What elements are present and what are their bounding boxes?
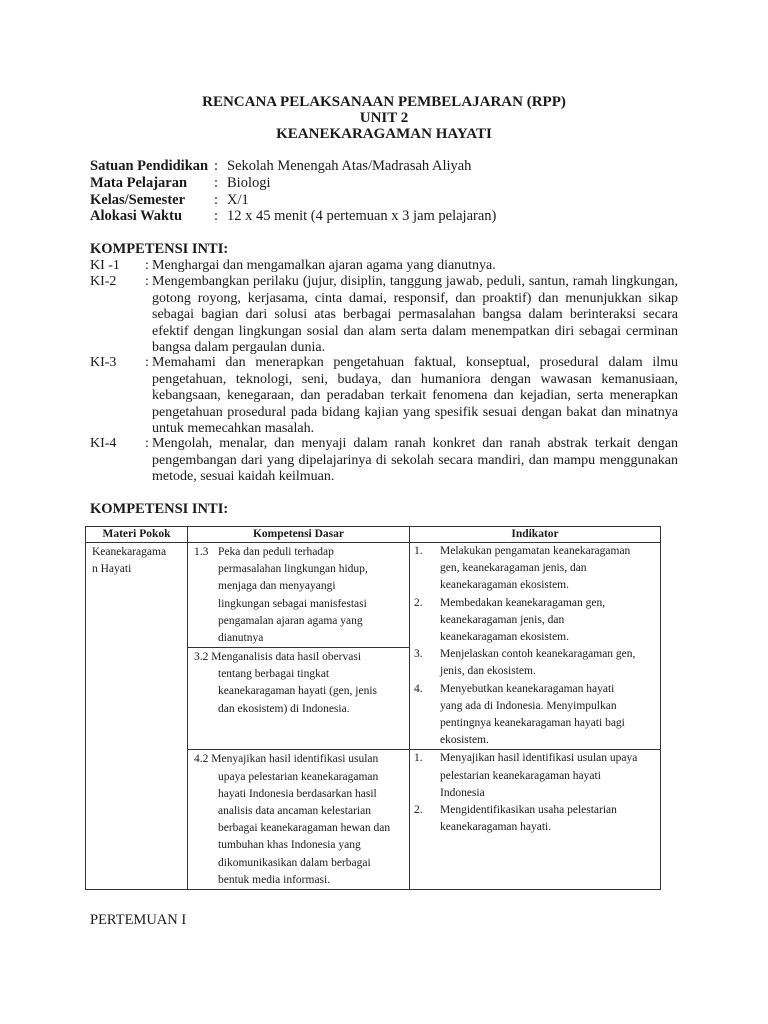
meeting-heading: PERTEMUAN I <box>90 912 187 928</box>
ki-separator: : <box>145 258 149 273</box>
header-indikator: Indikator <box>410 527 661 543</box>
indikator-item: 2. Membedakan keanekaragaman gen, keanekaragaman jenis, dan keanekaragaman ekosistem. <box>414 596 606 644</box>
kd-1-3: 1.3 Peka dan peduli terhadap permasalahan lingkungan hidup, menjaga dan menyayangi lingkungan sebagai manisfestasi pengamalan ajaran agama yang dianutnya <box>194 546 368 645</box>
doc-title-line1: RENCANA PELAKSANAAN PEMBELAJARAN (RPP) <box>202 94 566 110</box>
ki-separator: : <box>145 436 149 451</box>
identity-separator: : <box>214 175 219 191</box>
ki-item-2 <box>90 274 678 357</box>
identity-separator: : <box>214 192 219 208</box>
doc-title-line3: KEANEKARAGAMAN HAYATI <box>276 126 492 142</box>
identity-separator: : <box>214 208 219 224</box>
indikator-item: 2. Mengidentifikasikan usaha pelestarian keanekaragaman hayati. <box>414 804 617 834</box>
kd-cell-2 <box>188 750 410 890</box>
indikator-item: 1. Melakukan pengamatan keanekaragaman gen, keanekaragaman jenis, dan keanekaragaman ekosistem. <box>414 545 631 592</box>
competency-table <box>85 526 661 890</box>
ki-text: Menghargai dan mengamalkan ajaran agama yang dianutnya. <box>152 258 496 273</box>
ki-item-1 <box>90 258 678 275</box>
header-materi-pokok: Materi Pokok <box>86 527 188 543</box>
identity-value: X/1 <box>227 192 249 208</box>
materi-pokok-cell: Keanekaragama n Hayati <box>86 543 188 890</box>
table-heading: KOMPETENSI INTI: <box>90 501 229 517</box>
header-kompetensi-dasar: Kompetensi Dasar <box>188 527 410 543</box>
indikator-item: 1. Menyajikan hasil identifikasi usulan upaya pelestarian keanekaragaman hayati Indonesia <box>414 752 638 799</box>
ki-separator: : <box>145 355 149 370</box>
ki-text: Mengolah, menalar, dan menyaji dalam ranah konkret dan ranah abstrak terkait dengan pengembangan dari yang dipelajarinya di sekolah secara mandiri, dan mampu menggunakan metode, sesuai kaidah keilmuan. <box>152 436 678 484</box>
ki-text: Memahami dan menerapkan pengetahuan faktual, konseptual, prosedural dalam ilmu pengetahuan, teknologi, seni, budaya, dan humaniora dengan wawasan kemanusiaan, kebangsaan, kenegaraan, dan peradaban terkait fenomena dan kejadian, serta menerapkan pengetahuan prosedural pada bidang kajian yang spesifik sesuai dengan bakat dan minatnya untuk memecahkan masalah. <box>152 355 678 436</box>
identity-label: Alokasi Waktu <box>90 208 183 224</box>
doc-title-line2: UNIT 2 <box>359 110 409 126</box>
ki-code: KI-4 <box>90 436 117 451</box>
indikator-cell-2 <box>410 750 661 890</box>
indikator-item: 3. Menjelaskan contoh keanekaragaman gen, jenis, dan ekosistem. <box>414 648 636 678</box>
ki-separator: : <box>145 274 149 289</box>
ki-code: KI-2 <box>90 274 117 289</box>
identity-label: Kelas/Semester <box>90 192 186 208</box>
kd-3-2: 3.2 Menganalisis data hasil obervasi tentang berbagai tingkat keanekaragaman hayati (gen, jenis dan ekosistem) di Indonesia. <box>188 647 409 748</box>
ki-code: KI-3 <box>90 355 117 370</box>
ki-item-3 <box>90 355 678 438</box>
ki-heading: KOMPETENSI INTI: <box>90 241 229 257</box>
identity-label: Satuan Pendidikan <box>90 158 209 174</box>
identity-value: Biologi <box>227 175 271 191</box>
identity-separator: : <box>214 158 219 174</box>
table-header-row <box>86 527 661 543</box>
identity-value: 12 x 45 menit (4 pertemuan x 3 jam pelajaran) <box>227 208 497 224</box>
indikator-cell-1 <box>410 543 661 750</box>
ki-item-4 <box>90 436 678 486</box>
ki-code: KI -1 <box>90 258 120 273</box>
kd-4-2: 4.2 Menyajikan hasil identifikasi usulan upaya pelestarian keanekaragaman hayati Indonesia berdasarkan hasil analisis data ancaman kelestarian berbagai keanekaragaman hewan dan tumbuhan khas Indonesia yang dikomunikasikan dalam berbagai bentuk media informasi. <box>194 753 391 886</box>
identity-label: Mata Pelajaran <box>90 175 188 191</box>
kd-cell-1 <box>188 543 410 750</box>
ki-text: Mengembangkan perilaku (jujur, disiplin, tanggung jawab, peduli, santun, ramah lingkungan, gotong royong, kerjasama, cinta damai, responsif, dan proaktif) dan menunjukkan sikap sebagai bagian dari solusi atas berbagai permasalahan bangsa dalam berinteraksi secara efektif dengan lingkungan sosial dan alam serta dalam menempatkan diri sebagai cerminan bangsa dalam pergaulan dunia. <box>152 274 678 355</box>
indikator-item: 4. Menyebutkan keanekaragaman hayati yang ada di Indonesia. Menyimpulkan pentingnya keanekaragaman hayati bagi ekosistem. <box>414 682 625 747</box>
identity-value: Sekolah Menengah Atas/Madrasah Aliyah <box>227 158 472 174</box>
table-row <box>86 543 661 750</box>
